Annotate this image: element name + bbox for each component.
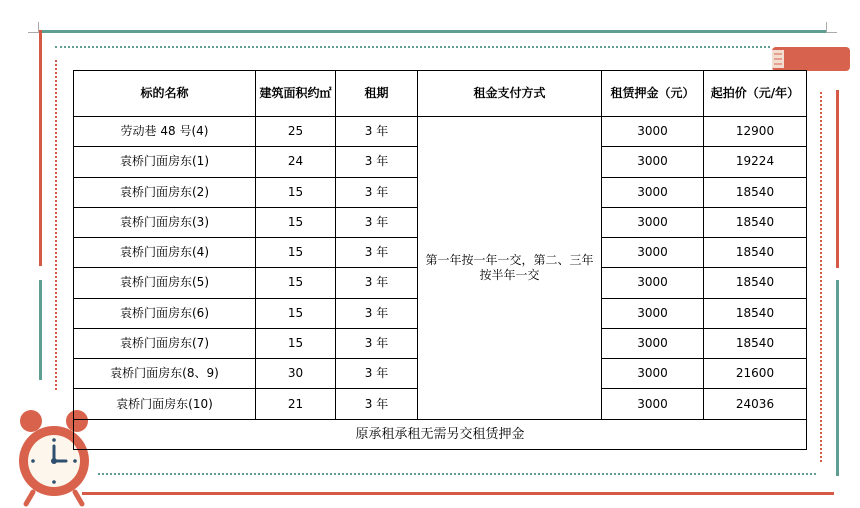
header-payment-method: 租金支付方式 (418, 71, 602, 117)
starting-price-cell: 12900 (704, 117, 807, 147)
starting-price-cell: 18540 (704, 298, 807, 328)
area-cell: 25 (256, 117, 336, 147)
frame-top-dotted-line (55, 46, 770, 48)
deposit-cell: 3000 (602, 328, 704, 358)
area-cell: 30 (256, 359, 336, 389)
term-cell: 3 年 (336, 147, 418, 177)
starting-price-cell: 19224 (704, 147, 807, 177)
deposit-cell: 3000 (602, 359, 704, 389)
term-cell: 3 年 (336, 298, 418, 328)
item-name-cell: 袁桥门面房东(5) (74, 268, 256, 298)
item-name-cell: 袁桥门面房东(3) (74, 207, 256, 237)
starting-price-cell: 18540 (704, 328, 807, 358)
frame-left-dotted-line (55, 60, 57, 390)
area-cell: 21 (256, 389, 336, 419)
term-cell: 3 年 (336, 328, 418, 358)
frame-right-dotted-line (820, 92, 822, 462)
frame-right-red-line (836, 90, 839, 268)
frame-bottom-dotted-line (98, 473, 816, 475)
item-name-cell: 袁桥门面房东(4) (74, 238, 256, 268)
deposit-cell: 3000 (602, 238, 704, 268)
header-item-name: 标的名称 (74, 71, 256, 117)
header-deposit: 租赁押金（元） (602, 71, 704, 117)
deposit-cell: 3000 (602, 389, 704, 419)
term-cell: 3 年 (336, 117, 418, 147)
item-name-cell: 袁桥门面房东(8、9) (74, 359, 256, 389)
item-name-cell: 袁桥门面房东(6) (74, 298, 256, 328)
header-area: 建筑面积约㎡ (256, 71, 336, 117)
crop-mark-top-right (826, 22, 837, 33)
frame-left-teal-line (39, 280, 42, 380)
header-starting-price: 起拍价（元/年） (704, 71, 807, 117)
deposit-cell: 3000 (602, 117, 704, 147)
area-cell: 24 (256, 147, 336, 177)
item-name-cell: 劳动巷 48 号(4) (74, 117, 256, 147)
item-name-cell: 袁桥门面房东(2) (74, 177, 256, 207)
area-cell: 15 (256, 238, 336, 268)
footer-note: 原承租承租无需另交租赁押金 (74, 419, 807, 449)
item-name-cell: 袁桥门面房东(10) (74, 389, 256, 419)
deposit-cell: 3000 (602, 147, 704, 177)
item-name-cell: 袁桥门面房东(7) (74, 328, 256, 358)
term-cell: 3 年 (336, 207, 418, 237)
table-footer-row (74, 419, 807, 449)
frame-top-teal-line (40, 30, 826, 33)
term-cell: 3 年 (336, 389, 418, 419)
frame-bottom-red-line (82, 492, 834, 495)
frame-right-teal-line (836, 280, 839, 476)
payment-method-cell: 第一年按一年一交，第二、三年按半年一交 (418, 117, 602, 420)
rental-auction-table (73, 70, 807, 450)
area-cell: 15 (256, 298, 336, 328)
crop-mark-top-left (28, 22, 39, 33)
area-cell: 15 (256, 207, 336, 237)
starting-price-cell: 21600 (704, 359, 807, 389)
item-name-cell: 袁桥门面房东(1) (74, 147, 256, 177)
deposit-cell: 3000 (602, 207, 704, 237)
deposit-cell: 3000 (602, 268, 704, 298)
area-cell: 15 (256, 268, 336, 298)
term-cell: 3 年 (336, 268, 418, 298)
area-cell: 15 (256, 177, 336, 207)
header-term: 租期 (336, 71, 418, 117)
term-cell: 3 年 (336, 359, 418, 389)
frame-left-red-line (39, 30, 42, 266)
term-cell: 3 年 (336, 238, 418, 268)
table-row (74, 117, 807, 147)
deposit-cell: 3000 (602, 177, 704, 207)
starting-price-cell: 18540 (704, 207, 807, 237)
table-header-row (74, 71, 807, 117)
starting-price-cell: 18540 (704, 268, 807, 298)
deposit-cell: 3000 (602, 298, 704, 328)
starting-price-cell: 24036 (704, 389, 807, 419)
area-cell: 15 (256, 328, 336, 358)
starting-price-cell: 18540 (704, 177, 807, 207)
term-cell: 3 年 (336, 177, 418, 207)
starting-price-cell: 18540 (704, 238, 807, 268)
